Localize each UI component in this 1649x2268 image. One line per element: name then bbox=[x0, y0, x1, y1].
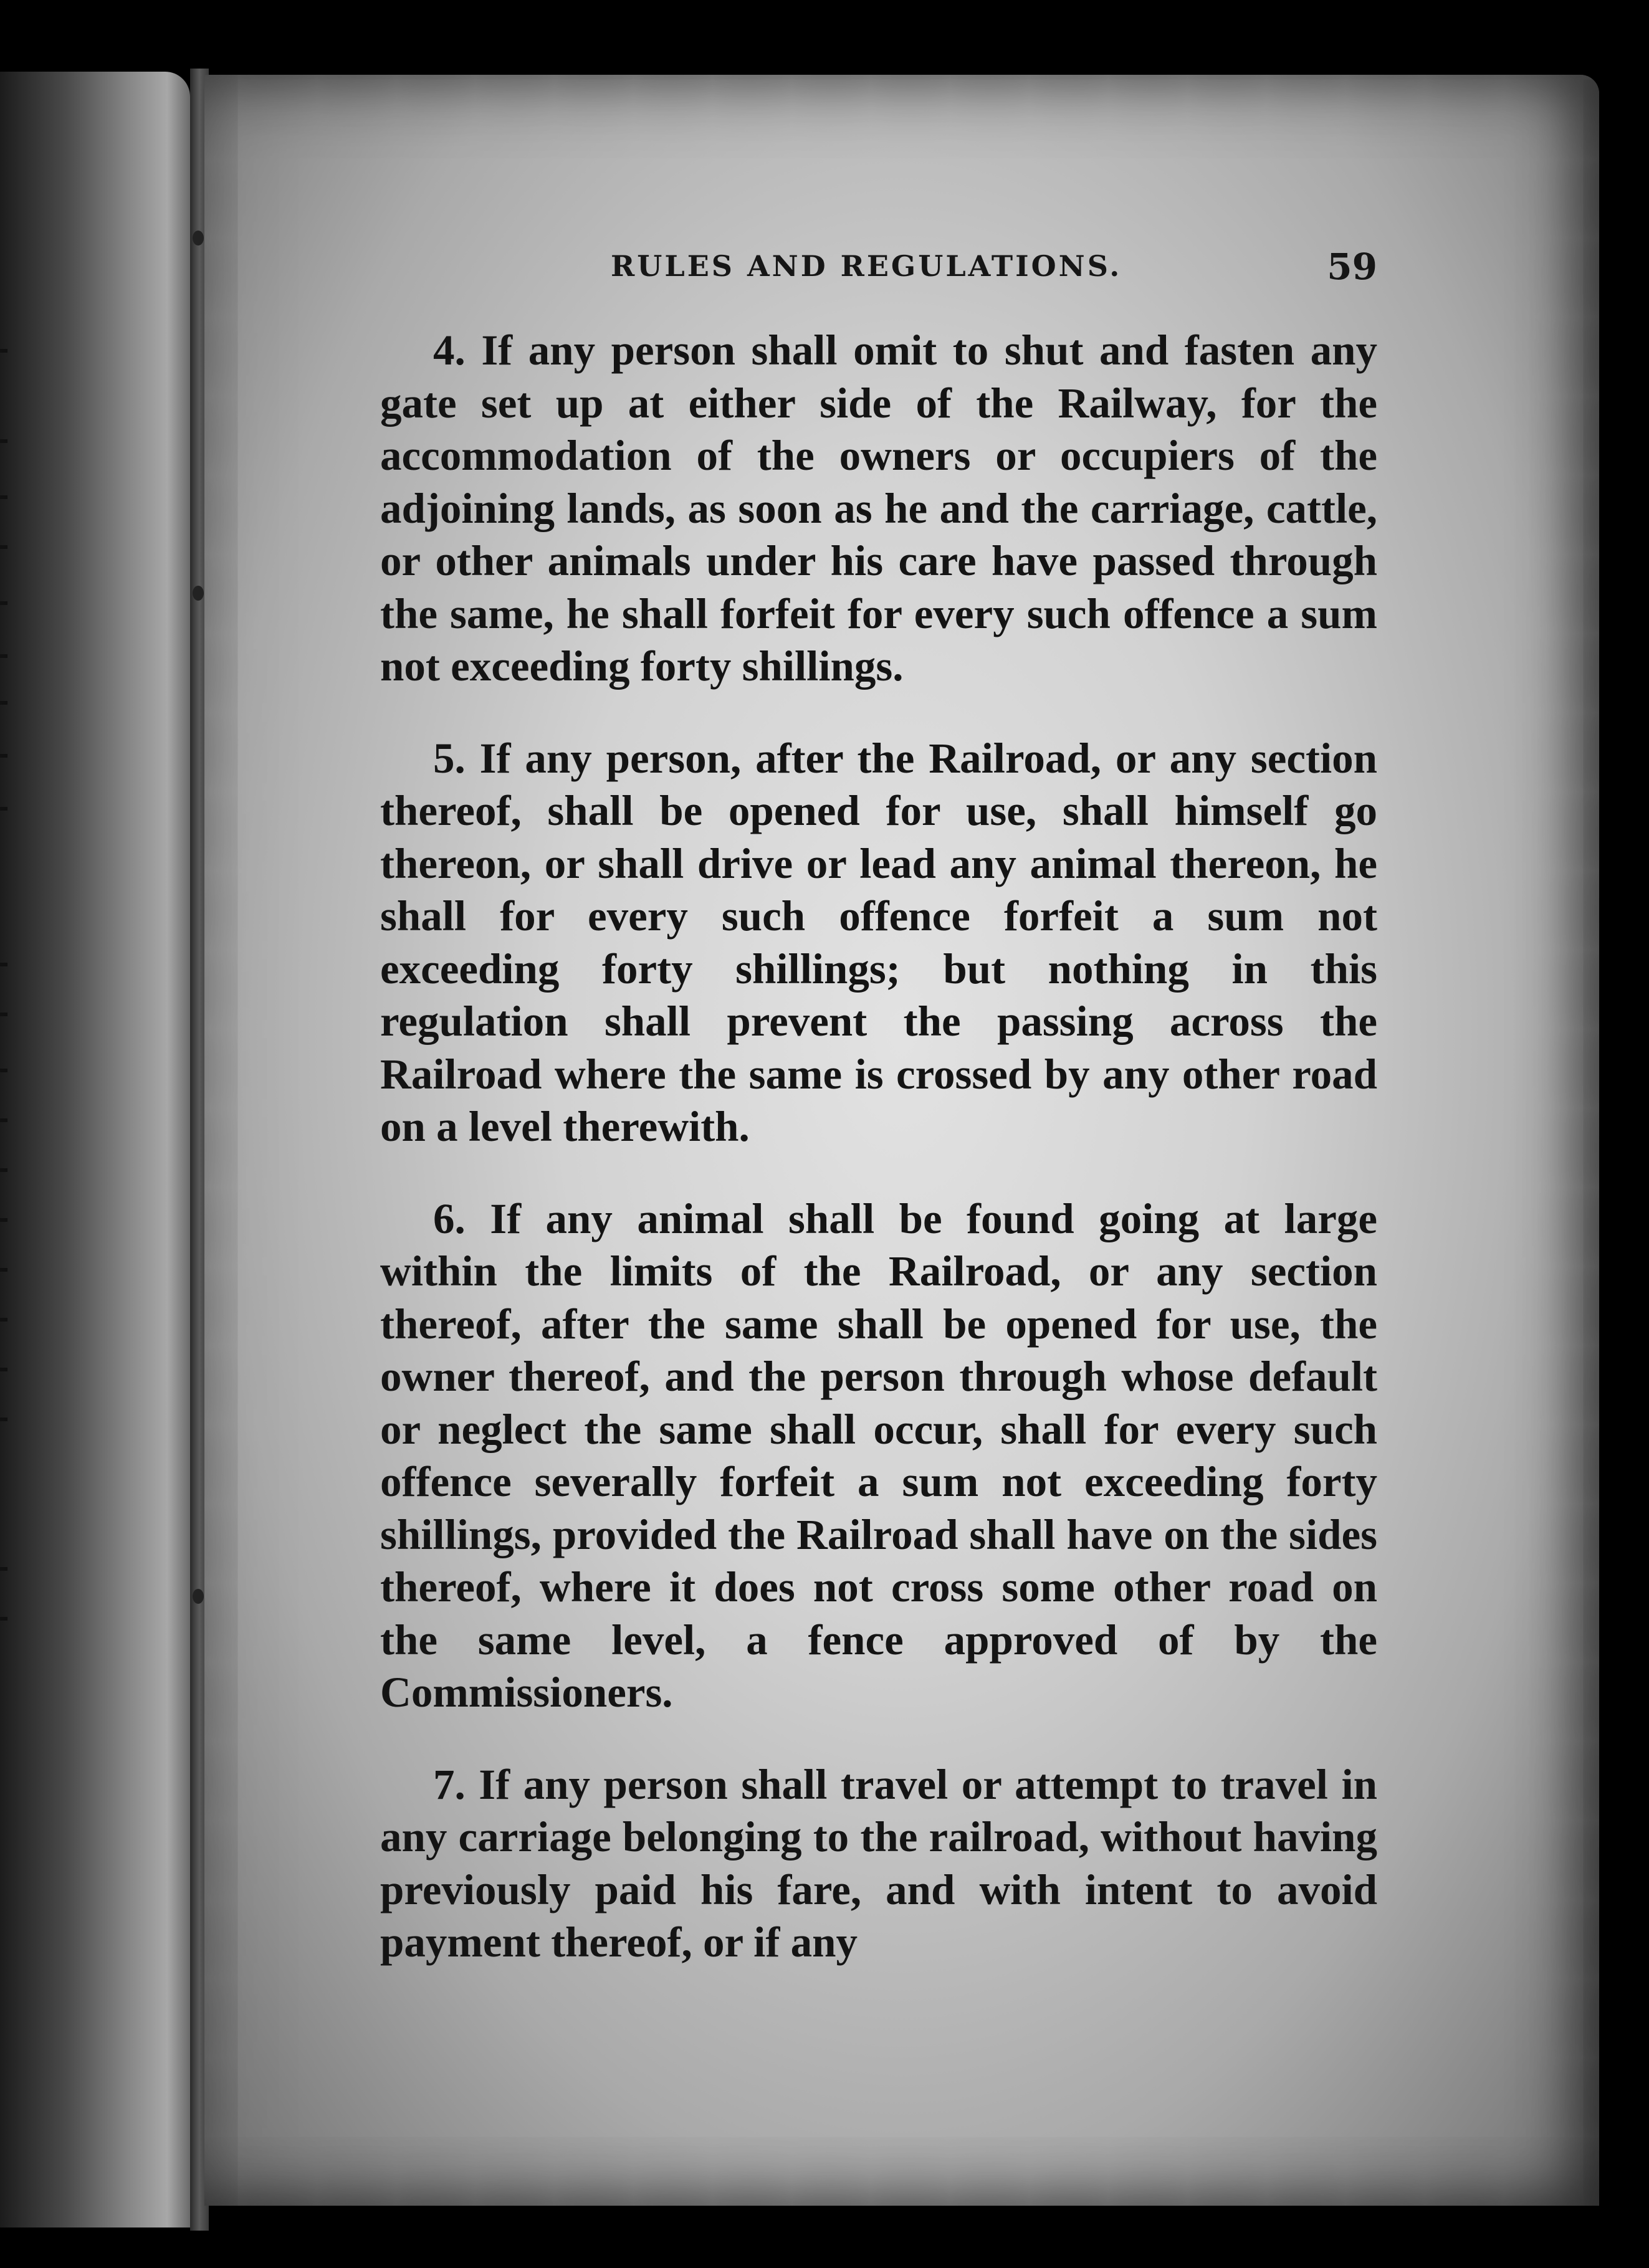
binding-stitch bbox=[193, 1589, 204, 1604]
page-header bbox=[611, 245, 1390, 293]
binding-stitch bbox=[193, 231, 204, 245]
regulation-paragraph bbox=[380, 1193, 1377, 1719]
running-title: RULES AND REGULATIONS. bbox=[611, 249, 1122, 283]
paragraph-text: If any person shall travel or attempt to travel in any carriage belonging to the railroad, without having previously paid his fare, and with intent to avoid payment thereof, or if any bbox=[380, 1760, 1378, 1966]
paragraph-text: If any person shall omit to shut and fasten any gate set up at either side of the Railway, for the accommodation of the owners or occupiers of the adjoining lands, as soon as he and the carriage, cattle, or other animals under his care have passed through the same, he shall forfeit for every such offence a sum not exceeding forty shillings. bbox=[380, 326, 1377, 690]
paragraph-text: If any animal shall be found going at large within the limits of the Railroad, or any section thereof, after the same shall be opened for use, the owner thereof, and the person through whose default or neglect the same shall occur, shall for every such offence severally forfeit a sum not exceeding forty shillings, provided the Railroad shall have on the sides thereof, where it does not cross some other road on the same level, a fence approved of by the Commissioners. bbox=[380, 1194, 1378, 1716]
binding-stitch bbox=[193, 586, 204, 601]
paragraph-number: 5. bbox=[433, 734, 466, 782]
regulation-paragraph bbox=[380, 324, 1377, 693]
facing-page-edge bbox=[0, 72, 190, 2228]
page-body bbox=[380, 324, 1377, 2008]
regulation-paragraph bbox=[380, 1758, 1377, 1969]
page-number: 59 bbox=[1327, 245, 1377, 288]
paragraph-number: 6. bbox=[433, 1194, 466, 1242]
regulation-paragraph bbox=[380, 732, 1377, 1153]
paragraph-number: 4. bbox=[433, 326, 466, 374]
paragraph-text: If any person, after the Railroad, or any section thereof, shall be opened for use, shall himself go thereon, or shall drive or lead any animal thereon, he shall for every such offence forfeit a sum not exceeding forty shillings; but nothing in this regulation shall prevent the passing across the Railroad where the same is crossed by any other road on a level therewith. bbox=[380, 734, 1378, 1150]
paragraph-number: 7. bbox=[433, 1760, 466, 1808]
